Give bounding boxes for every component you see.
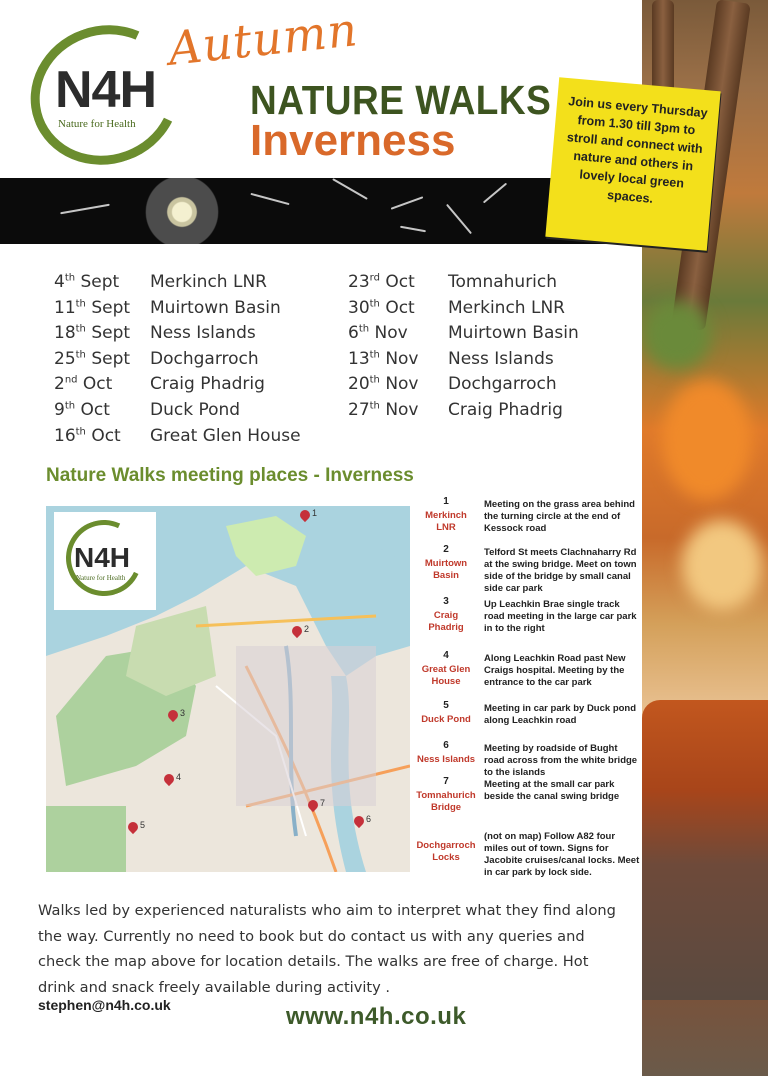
page-title: NATURE WALKS — [250, 77, 552, 123]
footer-text: Walks led by experienced naturalists who aim to interpret what they find along the way. Currently no need to book but do contact us with any queries and check the map above for location details. The walks are free of charge. Hot drink and snack freely available during activity . — [38, 902, 616, 996]
location-number: 7 — [443, 776, 449, 787]
location-name: Duck Pond — [421, 714, 471, 725]
location-number: 2 — [443, 544, 449, 555]
walk-place: Muirtown Basin — [448, 323, 579, 344]
logo-subtitle: Nature for Health — [58, 118, 136, 130]
walk-date: 23rd Oct — [348, 272, 415, 292]
map-pin-label: 2 — [304, 624, 310, 634]
location-description: (not on map) Follow A82 four miles out of town. Signs for Jacobite cruises/canal locks. Meet in car park by lock side. — [484, 831, 640, 878]
walk-place: Craig Phadrig — [448, 400, 563, 420]
schedule-row — [348, 272, 558, 292]
walk-date: 9th Oct — [54, 400, 110, 420]
location-description: Telford St meets Clachnaharry Rd at the swing bridge. Meet on town side of the bridge by small canal side car park — [484, 547, 637, 594]
walk-place: Tomnahurich — [448, 272, 558, 292]
location-number: 4 — [443, 650, 449, 661]
location-name: Merkinch LNR — [425, 510, 467, 533]
walk-date: 16th Oct — [54, 425, 121, 446]
map-pin-label: 5 — [140, 820, 146, 830]
page-subtitle: Inverness — [250, 116, 456, 165]
location-description: Meeting at the small car park beside the canal swing bridge — [484, 779, 620, 802]
location-number: 5 — [443, 700, 449, 711]
contact-email[interactable]: stephen@n4h.co.uk — [38, 997, 171, 1013]
map-logo-subtitle: Nature for Health — [76, 574, 126, 582]
map-logo — [54, 512, 156, 610]
map-pin-label: 6 — [366, 814, 372, 824]
walk-place: Merkinch LNR — [448, 297, 565, 318]
map[interactable] — [46, 506, 410, 872]
schedule-row — [348, 374, 557, 395]
location-number: 3 — [443, 596, 449, 607]
location-description: Meeting on the grass area behind the turning circle at the end of Kessock road — [484, 499, 635, 534]
location-name: Ness Islands — [416, 754, 476, 765]
walk-place: Ness Islands — [150, 323, 256, 344]
walk-place: Ness Islands — [448, 348, 554, 369]
location-description: Meeting in car park by Duck pond along Leachkin road — [484, 703, 637, 726]
schedule-row — [348, 400, 563, 420]
schedule-row — [348, 348, 554, 369]
map-pin-label: 7 — [320, 798, 326, 808]
walk-place: Great Glen House — [150, 425, 301, 446]
map-logo-text: N4H — [74, 542, 131, 573]
location-description: Up Leachkin Brae single track road meeting in the large car park in to the right — [484, 599, 637, 634]
walk-date: 13th Nov — [348, 348, 419, 369]
schedule-row — [54, 272, 267, 292]
schedule-row — [348, 323, 579, 344]
walk-place: Merkinch LNR — [150, 272, 267, 292]
walk-place: Dochgarroch — [150, 348, 259, 369]
location-name: Muirtown Basin — [424, 558, 468, 581]
map-pin-label: 1 — [312, 508, 318, 518]
walk-date: 25th Sept — [54, 348, 131, 369]
location-number: 6 — [443, 740, 449, 751]
logo-text: N4H — [55, 61, 157, 119]
walk-date: 11th Sept — [54, 297, 131, 318]
schedule-row — [54, 425, 301, 446]
location-name: Great Glen House — [421, 664, 471, 687]
location-name: Craig Phadrig — [428, 610, 464, 633]
walk-date: 27th Nov — [348, 400, 419, 420]
walk-date: 4th Sept — [54, 272, 120, 292]
section-title: Nature Walks meeting places - Inverness — [46, 465, 414, 486]
walk-place: Muirtown Basin — [150, 297, 281, 318]
schedule-row — [54, 348, 259, 369]
walk-place: Dochgarroch — [448, 374, 557, 395]
location-name: Tomnahurich Bridge — [416, 790, 476, 813]
walk-date: 2nd Oct — [54, 374, 113, 395]
walk-place: Craig Phadrig — [150, 374, 265, 395]
schedule-row — [54, 400, 241, 420]
map-pin-label: 3 — [180, 708, 186, 718]
walk-date: 30th Oct — [348, 297, 415, 318]
autumn-heading: Autumn — [165, 2, 361, 76]
walk-date: 6th Nov — [348, 323, 408, 344]
map-pin-label: 4 — [176, 772, 182, 782]
location-number: 1 — [443, 496, 449, 507]
walk-date: 18th Sept — [54, 323, 131, 344]
location-description: Meeting by roadside of Bught road across from the white bridge to the islands — [484, 743, 638, 778]
website-link[interactable]: www.n4h.co.uk — [286, 1003, 467, 1030]
schedule-row — [348, 297, 565, 318]
notice-card: Join us every Thursday from 1.30 till 3pm to stroll and connect with nature and others in lovely local green spaces. — [545, 77, 720, 251]
location-description: Along Leachkin Road past New Craigs hospital. Meeting by the entrance to the car park — [484, 653, 626, 688]
schedule-row — [54, 323, 256, 344]
schedule-row — [54, 297, 281, 318]
location-name: Dochgarroch Locks — [416, 840, 476, 863]
schedule-row — [54, 374, 265, 395]
walk-date: 20th Nov — [348, 374, 419, 395]
walk-place: Duck Pond — [150, 400, 241, 420]
